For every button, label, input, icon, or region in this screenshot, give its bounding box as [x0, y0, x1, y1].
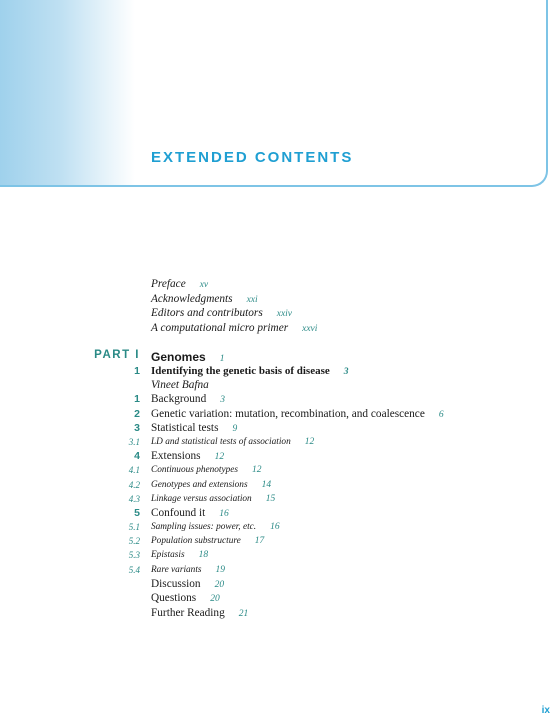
- section-number: 4: [134, 450, 140, 463]
- page-number: ix: [541, 705, 550, 716]
- section-page: 6: [438, 409, 444, 420]
- subsection-title: Population substructure: [151, 536, 241, 547]
- chapter-author: Vineet Bafna: [151, 379, 209, 392]
- subsection-number: 4.3: [128, 493, 140, 504]
- toc-entry-editors[interactable]: [151, 305, 317, 320]
- part-page: 1: [219, 354, 225, 364]
- toc-entry-acknowledgments[interactable]: [151, 291, 317, 306]
- entry-page: xxvi: [302, 323, 318, 334]
- part-label: PART I: [94, 349, 140, 361]
- subsection-page: 14: [261, 479, 272, 490]
- subsection-number: 5.2: [128, 536, 140, 547]
- section-page: 9: [232, 423, 238, 434]
- page-title: EXTENDED CONTENTS: [151, 149, 354, 166]
- toc-entry-subsection[interactable]: [0, 492, 558, 506]
- section-number: 5: [134, 506, 140, 519]
- entry-page: xxi: [246, 294, 258, 305]
- toc-entry-subsection[interactable]: [0, 478, 558, 492]
- section-page: 20: [214, 579, 225, 590]
- toc-entry-subsection[interactable]: [0, 520, 558, 534]
- entry-title: Editors and contributors: [151, 307, 263, 320]
- toc-entry-primer[interactable]: [151, 320, 317, 335]
- subsection-page: 19: [215, 564, 226, 575]
- chapter-author-row: [0, 378, 558, 392]
- toc-entry-section[interactable]: [0, 421, 558, 435]
- toc-entry-section[interactable]: [0, 407, 558, 421]
- toc-entry-subsection[interactable]: [0, 435, 558, 449]
- entry-title: Acknowledgments: [151, 292, 233, 305]
- chapter-number: 1: [134, 365, 140, 377]
- section-page: 21: [238, 608, 249, 619]
- subsection-page: 17: [254, 536, 265, 547]
- subsection-title: Genotypes and extensions: [151, 479, 248, 490]
- section-number: 3: [134, 421, 140, 434]
- chapter-title: Identifying the genetic basis of disease: [151, 365, 330, 377]
- section-page: 12: [214, 452, 225, 463]
- subsection-title: Continuous phenotypes: [151, 465, 239, 476]
- subsection-page: 12: [252, 465, 262, 476]
- toc-entry-section[interactable]: [0, 506, 558, 520]
- section-title: Extensions: [151, 450, 201, 463]
- subsection-title: LD and statistical tests of association: [151, 436, 291, 447]
- section-title: Background: [151, 393, 207, 406]
- toc-entry-subsection[interactable]: [0, 563, 558, 577]
- toc-entry-section[interactable]: [0, 392, 558, 406]
- table-of-contents: [0, 364, 558, 620]
- subsection-number: 5.4: [128, 564, 140, 575]
- subsection-title: Linkage versus association: [151, 493, 252, 504]
- subsection-number: 4.1: [128, 465, 140, 476]
- subsection-number: 5.1: [128, 522, 140, 533]
- section-number: 1: [134, 393, 140, 406]
- toc-entry-subsection[interactable]: [0, 463, 558, 477]
- part-title: Genomes: [151, 350, 206, 364]
- section-page: 16: [219, 508, 229, 519]
- subsection-number: 4.2: [128, 479, 140, 490]
- entry-page: xv: [199, 280, 209, 290]
- toc-entry-preface[interactable]: [151, 276, 317, 291]
- subsection-title: Sampling issues: power, etc.: [151, 522, 257, 533]
- section-title: Questions: [151, 592, 197, 605]
- entry-title: Preface: [151, 278, 186, 290]
- subsection-page: 12: [304, 436, 315, 447]
- subsection-page: 16: [270, 522, 280, 533]
- toc-entry-subsection[interactable]: [0, 534, 558, 548]
- section-number: 2: [134, 407, 140, 420]
- subsection-title: Rare variants: [151, 564, 202, 575]
- toc-entry-section[interactable]: [0, 449, 558, 463]
- section-title: Further Reading: [151, 606, 225, 619]
- subsection-title: Epistasis: [151, 550, 185, 561]
- chapter-page: 3: [343, 367, 349, 377]
- section-title: Genetic variation: mutation, recombination, and coalescence: [151, 407, 425, 420]
- section-page: 20: [210, 594, 220, 605]
- front-matter-list: [151, 276, 317, 334]
- subsection-number: 3.1: [128, 436, 140, 447]
- toc-entry-questions[interactable]: [0, 591, 558, 606]
- section-title: Statistical tests: [151, 421, 219, 434]
- section-title: Confound it: [151, 506, 206, 519]
- entry-page: xxiv: [276, 309, 293, 320]
- section-page: 3: [220, 395, 225, 406]
- toc-entry-discussion[interactable]: [0, 577, 558, 592]
- entry-title: A computational micro primer: [151, 321, 289, 334]
- subsection-page: 15: [265, 493, 276, 504]
- toc-entry-further-reading[interactable]: [0, 606, 558, 621]
- toc-entry-chapter[interactable]: [0, 364, 558, 378]
- section-title: Discussion: [151, 577, 201, 590]
- subsection-number: 5.3: [128, 550, 140, 561]
- subsection-page: 18: [198, 550, 209, 561]
- header-gradient: [0, 0, 135, 185]
- toc-entry-subsection[interactable]: [0, 548, 558, 562]
